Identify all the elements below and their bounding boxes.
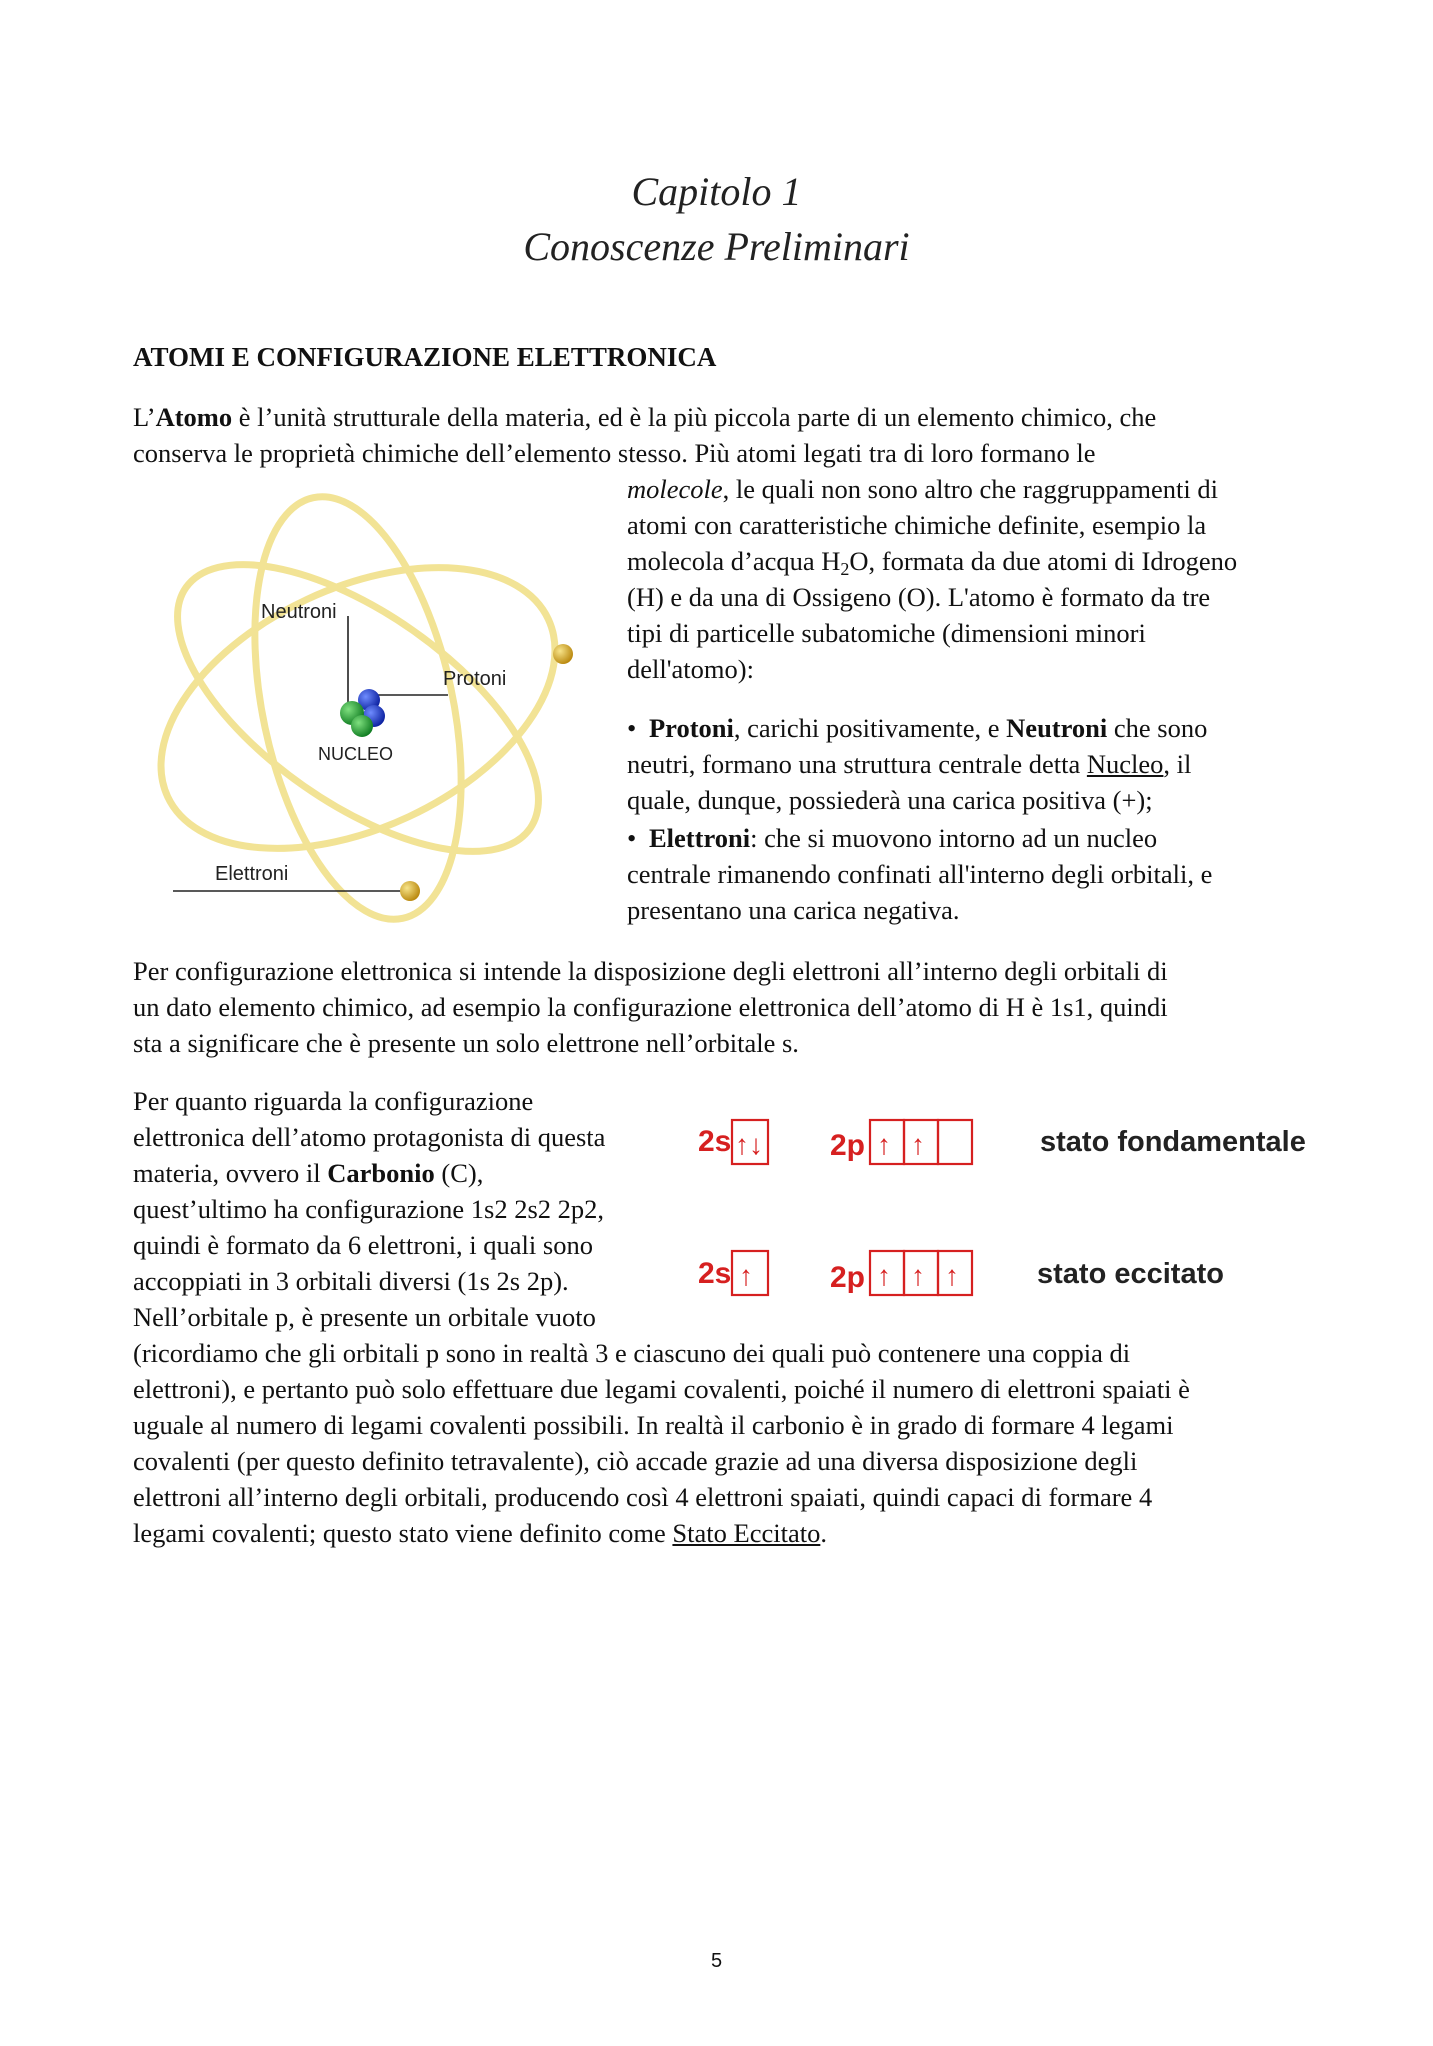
config-line-3: sta a significare che è presente un solo elettrone nell’orbitale s. bbox=[133, 1028, 799, 1058]
arrow-pair-icon: ↑↓ bbox=[735, 1129, 763, 1160]
orbital-box-2p-3 bbox=[938, 1120, 972, 1164]
page-number: 5 bbox=[710, 1950, 723, 1972]
section-heading: ATOMI E CONFIGURAZIONE ELETTRONICA bbox=[133, 342, 717, 372]
bullet-protoni-line-3: quale, dunque, possiederà una carica positiva (+); bbox=[627, 785, 1153, 815]
bullet-elettroni-line-3: presentano una carica negativa. bbox=[627, 895, 960, 925]
orbital-2s-label: 2s bbox=[698, 1125, 732, 1158]
carbon-line-2: elettronica dell’atomo protagonista di questa bbox=[133, 1122, 606, 1152]
config-line-2: un dato elemento chimico, ad esempio la configurazione elettronica dell’atomo di H è 1s1, quindi bbox=[133, 992, 1168, 1022]
arrow-up-icon: ↑ bbox=[911, 1129, 925, 1160]
intro-line-6: (H) e da una di Ossigeno (O). L'atomo è formato da tre bbox=[627, 582, 1211, 612]
arrow-up-icon: ↑ bbox=[877, 1260, 891, 1291]
electron-icon bbox=[553, 644, 573, 664]
intro-line-5: molecola d’acqua $H_2O$, formata da due atomi di Idrogeno bbox=[627, 546, 1238, 579]
carbon-line-9: elettroni), e pertanto può solo effettuare due legami covalenti, poiché il numero di elettroni spaiati è bbox=[133, 1374, 1190, 1404]
atom-diagram bbox=[133, 478, 613, 948]
intro-line-3: molecole, le quali non sono altro che raggruppamenti di bbox=[627, 474, 1218, 504]
bullet-elettroni: • Elettroni: che si muovono intorno ad un nucleo bbox=[627, 820, 1157, 856]
nucleus bbox=[340, 689, 385, 737]
intro-line-7: tipi di particelle subatomiche (dimensioni minori bbox=[627, 618, 1146, 648]
label-neutroni: Neutroni bbox=[261, 601, 337, 623]
electron-icon bbox=[400, 881, 420, 901]
bullet-protoni: • Protoni, carichi positivamente, e Neutroni che sono bbox=[627, 710, 1207, 746]
arrow-up-icon: ↑ bbox=[739, 1260, 753, 1291]
intro-line-2: conserva le proprietà chimiche dell’elemento stesso. Più atomi legati tra di loro formano le bbox=[133, 438, 1096, 468]
carbon-line-3: materia, ovvero il Carbonio (C), bbox=[133, 1158, 484, 1188]
chapter-title: Conoscenze Preliminari bbox=[523, 224, 910, 269]
label-protoni: Protoni bbox=[443, 668, 507, 690]
config-line-1: Per configurazione elettronica si intende la disposizione degli elettroni all’interno degli orbitali di bbox=[133, 956, 1168, 986]
excited-state-label: stato eccitato bbox=[1037, 1258, 1224, 1290]
bullet-dot-icon: • bbox=[627, 823, 637, 853]
orbital-2p-label: 2p bbox=[830, 1129, 866, 1162]
intro-line-1: L’Atomo è l’unità strutturale della materia, ed è la più piccola parte di un elemento chimico, che bbox=[133, 402, 1157, 432]
carbon-line-11: covalenti (per questo definito tetravalente), ciò accade grazie ad una diversa disposizione degli bbox=[133, 1446, 1138, 1476]
orbital-diagram bbox=[680, 1105, 1320, 1325]
label-nucleo: NUCLEO bbox=[318, 744, 394, 764]
carbon-line-4: quest’ultimo ha configurazione 1s2 2s2 2p2, bbox=[133, 1194, 605, 1224]
arrow-up-icon: ↑ bbox=[945, 1260, 959, 1291]
carbon-line-10: uguale al numero di legami covalenti possibili. In realtà il carbonio è in grado di formare 4 legami bbox=[133, 1410, 1174, 1440]
bullet-dot-icon: • bbox=[627, 713, 637, 743]
bullet-protoni-line-2: neutri, formano una struttura centrale detta Nucleo, il bbox=[627, 749, 1192, 779]
carbon-line-7: Nell’orbitale p, è presente un orbitale vuoto bbox=[133, 1302, 596, 1332]
label-elettroni: Elettroni bbox=[215, 863, 289, 885]
carbon-line-6: accoppiati in 3 orbitali diversi (1s 2s 2p). bbox=[133, 1266, 569, 1296]
carbon-line-12: elettroni all’interno degli orbitali, producendo così 4 elettroni spaiati, quindi capaci di formare 4 bbox=[133, 1482, 1153, 1512]
carbon-line-8: (ricordiamo che gli orbitali p sono in realtà 3 e ciascuno dei quali può contenere una coppia di bbox=[133, 1338, 1131, 1368]
orbital-2p-label: 2p bbox=[830, 1261, 866, 1294]
intro-line-8: dell'atomo): bbox=[627, 654, 754, 684]
bullet-elettroni-line-2: centrale rimanendo confinati all'interno degli orbitali, e bbox=[627, 859, 1213, 889]
ground-state-label: stato fondamentale bbox=[1040, 1126, 1306, 1158]
orbital-2s-label: 2s bbox=[698, 1257, 732, 1290]
arrow-up-icon: ↑ bbox=[877, 1129, 891, 1160]
carbon-line-13: legami covalenti; questo stato viene definito come Stato Eccitato. bbox=[133, 1518, 827, 1548]
carbon-line-1: Per quanto riguarda la configurazione bbox=[133, 1086, 534, 1116]
intro-line-4: atomi con caratteristiche chimiche definite, esempio la bbox=[627, 510, 1207, 540]
chapter-number: Capitolo 1 bbox=[631, 169, 802, 214]
arrow-up-icon: ↑ bbox=[911, 1260, 925, 1291]
carbon-line-5: quindi è formato da 6 elettroni, i quali sono bbox=[133, 1230, 593, 1260]
